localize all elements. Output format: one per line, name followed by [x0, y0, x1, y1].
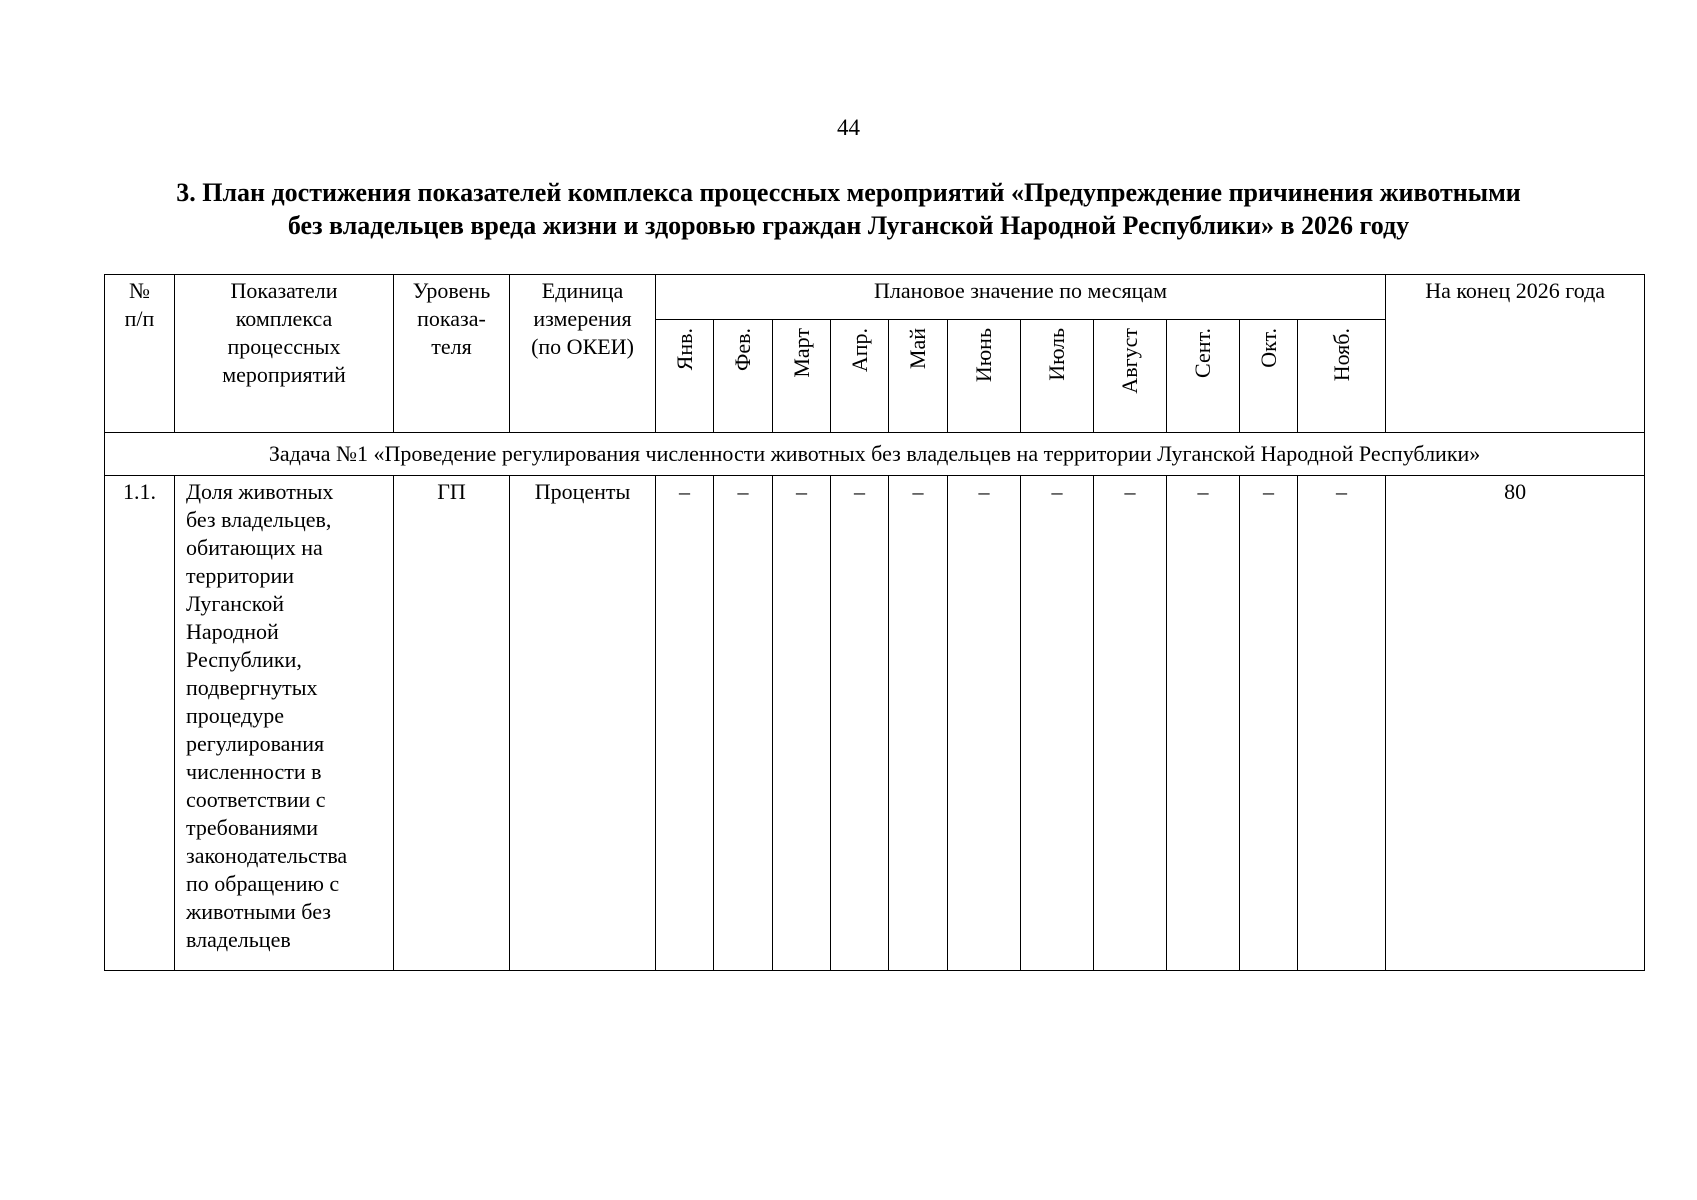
task-row [105, 433, 1645, 476]
row-value-may: – [889, 476, 948, 971]
header-row-1 [105, 275, 1645, 320]
row-value-mar: – [773, 476, 831, 971]
row-level: ГП [394, 476, 510, 971]
row-value-aug: – [1094, 476, 1167, 971]
month-header-oct [1240, 320, 1298, 433]
row-value-feb: – [714, 476, 773, 971]
month-header-nov [1298, 320, 1386, 433]
month-header-may [889, 320, 948, 433]
month-header-apr [831, 320, 889, 433]
month-label: Июль [1044, 328, 1069, 381]
task-title: Задача №1 «Проведение регулирования численности животных без владельцев на территории Луганской Народной Республики» [105, 433, 1645, 476]
month-header-mar [773, 320, 831, 433]
table-row [105, 476, 1645, 971]
month-label: Апр. [846, 328, 872, 373]
row-value-oct: – [1240, 476, 1298, 971]
row-year-end: 80 [1386, 476, 1645, 971]
row-value-nov: – [1298, 476, 1386, 971]
row-value-jul: – [1021, 476, 1094, 971]
header-num: № п/п [105, 275, 175, 433]
month-label: Июнь [971, 328, 996, 383]
row-value-jan: – [656, 476, 714, 971]
row-value-sep: – [1167, 476, 1240, 971]
header-planned: Плановое значение по месяцам [656, 275, 1386, 320]
month-label: Март [788, 328, 814, 378]
month-header-sep [1167, 320, 1240, 433]
month-label: Май [905, 328, 930, 370]
month-label: Нояб. [1328, 328, 1354, 382]
month-label: Янв. [671, 328, 697, 371]
row-indicator-name: Доля животных без владельцев, обитающих на территории Луганской Народной Республики, подвергнутых процедуре регулирования численности в соответствии с требованиями законодательства по обращению с животными без владельцев [175, 476, 394, 971]
month-header-jul [1021, 320, 1094, 433]
header-indicators: Показатели комплекса процессных мероприятий [175, 275, 394, 433]
row-value-apr: – [831, 476, 889, 971]
page-number: 44 [837, 115, 860, 140]
row-value-jun: – [948, 476, 1021, 971]
plan-table [104, 274, 1645, 971]
title-line-1: 3. План достижения показателей комплекса процессных мероприятий «Предупреждение причинения животными [176, 178, 1521, 207]
month-label: Сент. [1190, 328, 1215, 378]
month-header-aug [1094, 320, 1167, 433]
month-label: Окт. [1255, 328, 1281, 368]
header-year-end: На конец 2026 года [1386, 275, 1645, 433]
row-unit: Проценты [510, 476, 656, 971]
row-num: 1.1. [105, 476, 175, 971]
month-label: Фев. [730, 328, 755, 372]
month-header-jun [948, 320, 1021, 433]
header-unit: Единица измерения (по ОКЕИ) [510, 275, 656, 433]
month-label: Август [1117, 328, 1142, 394]
header-level: Уровень показа- теля [394, 275, 510, 433]
month-header-jan [656, 320, 714, 433]
title-line-2: без владельцев вреда жизни и здоровью граждан Луганской Народной Республики» в 2026 году [287, 211, 1410, 240]
month-header-feb [714, 320, 773, 433]
document-title [90, 176, 1607, 242]
